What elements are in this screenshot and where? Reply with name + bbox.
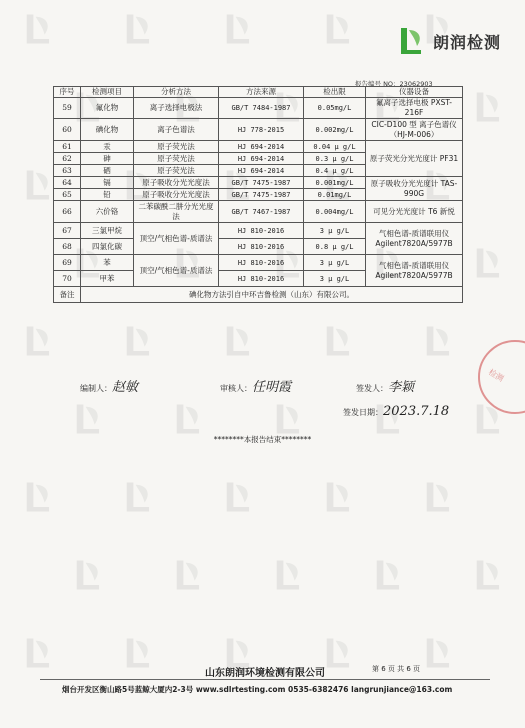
cell-equipment: 可见分光光度计 T6 新悦 bbox=[366, 201, 463, 223]
table-row bbox=[54, 141, 463, 153]
cell-no: 59 bbox=[54, 98, 81, 119]
cell-no: 67 bbox=[54, 223, 81, 239]
cell-item: 三氯甲烷 bbox=[81, 223, 134, 239]
reviewer-handwriting: 任明霞 bbox=[252, 380, 292, 395]
cell-item: 碘化物 bbox=[81, 119, 134, 141]
footer-contact: 烟台开发区衡山路5号蓝鲸大厦内2-3号 www.sdlrtesting.com 0535-6382476 langrunjiance@163.com bbox=[62, 685, 453, 694]
col-header: 检出限 bbox=[304, 87, 366, 98]
watermark-logo-icon bbox=[270, 400, 308, 438]
cell-equipment: 原子吸收分光光度计 TAS-990G bbox=[366, 177, 463, 201]
cell-method: 二苯碳酰二肼分光光度法 bbox=[134, 201, 219, 223]
cell-equipment: 氟离子选择电极 PXST-216F bbox=[366, 98, 463, 119]
cell-no: 69 bbox=[54, 255, 81, 271]
watermark-logo-icon bbox=[470, 556, 508, 594]
footer-page-number: 第 6 页 共 6 页 bbox=[372, 665, 421, 673]
report-number-label: 报告编号 NO： bbox=[355, 80, 400, 88]
cell-standard: GB/T 7484-1987 bbox=[219, 98, 304, 119]
col-header: 序号 bbox=[54, 87, 81, 98]
watermark-logo-icon bbox=[170, 400, 208, 438]
cell-no: 60 bbox=[54, 119, 81, 141]
watermark-logo-icon bbox=[220, 478, 258, 516]
watermark-logo-icon bbox=[320, 478, 358, 516]
watermark-logo-icon bbox=[470, 244, 508, 282]
cell-standard: HJ 810-2016 bbox=[219, 239, 304, 255]
watermark-logo-icon bbox=[470, 88, 508, 126]
cell-method: 顶空/气相色谱-质谱法 bbox=[134, 255, 219, 287]
watermark-logo-icon bbox=[420, 634, 458, 672]
watermark-logo-icon bbox=[370, 556, 408, 594]
cell-limit: 0.001mg/L bbox=[304, 177, 366, 189]
watermark-logo-icon bbox=[20, 478, 58, 516]
cell-limit: 0.05mg/L bbox=[304, 98, 366, 119]
cell-limit: 3 μ g/L bbox=[304, 271, 366, 287]
watermark-logo-icon bbox=[220, 10, 258, 48]
table-row bbox=[54, 119, 463, 141]
cell-item: 四氯化碳 bbox=[81, 239, 134, 255]
cell-limit: 0.04 μ g/L bbox=[304, 141, 366, 153]
cell-equipment: 气相色谱-质谱联用仪 Agilent7820A/5977B bbox=[366, 223, 463, 255]
cell-method: 原子吸收分光光度法 bbox=[134, 189, 219, 201]
table-row bbox=[54, 223, 463, 239]
col-header: 检测项目 bbox=[81, 87, 134, 98]
cell-item: 汞 bbox=[81, 141, 134, 153]
cell-method: 原子吸收分光光度法 bbox=[134, 177, 219, 189]
cell-standard: HJ 694-2014 bbox=[219, 165, 304, 177]
cell-standard: HJ 810-2016 bbox=[219, 223, 304, 239]
cell-no: 65 bbox=[54, 189, 81, 201]
cell-standard: HJ 778-2015 bbox=[219, 119, 304, 141]
compiler-handwriting: 赵敏 bbox=[112, 380, 139, 395]
watermark-logo-icon bbox=[120, 10, 158, 48]
watermark-logo-icon bbox=[420, 478, 458, 516]
cell-standard: GB/T 7475-1987 bbox=[219, 177, 304, 189]
cell-item: 硒 bbox=[81, 165, 134, 177]
cell-limit: 0.01mg/L bbox=[304, 189, 366, 201]
cell-equipment: CIC-D100 型 离子色谱仪（HJ-M-006） bbox=[366, 119, 463, 141]
reviewer-label: 审核人： bbox=[220, 384, 252, 393]
watermark-logo-icon bbox=[120, 634, 158, 672]
note-label: 备注 bbox=[54, 287, 81, 303]
issuer-label: 签发人： bbox=[356, 384, 388, 393]
cell-no: 62 bbox=[54, 153, 81, 165]
watermark-logo-icon bbox=[70, 400, 108, 438]
logo-text: 朗润检测 bbox=[433, 32, 502, 52]
watermark-logo-icon bbox=[20, 634, 58, 672]
watermark-logo-icon bbox=[120, 322, 158, 360]
issue-date-value: 2023.7.18 bbox=[383, 404, 450, 419]
cell-no: 70 bbox=[54, 271, 81, 287]
issue-date bbox=[343, 404, 449, 419]
footer-company: 山东朗润环境检测有限公司 bbox=[205, 668, 325, 679]
watermark-logo-icon bbox=[20, 10, 58, 48]
watermark-logo-icon bbox=[20, 322, 58, 360]
official-seal: 检测 bbox=[478, 340, 525, 414]
table-row bbox=[54, 177, 463, 189]
issuer-signature bbox=[356, 376, 414, 395]
watermark-logo-icon bbox=[120, 478, 158, 516]
watermark-logo-icon bbox=[70, 556, 108, 594]
cell-item: 六价铬 bbox=[81, 201, 134, 223]
col-header: 仪器设备 bbox=[366, 87, 463, 98]
report-number-value: 23062903 bbox=[399, 80, 433, 88]
cell-item: 苯 bbox=[81, 255, 134, 271]
issue-date-label: 签发日期： bbox=[343, 408, 383, 417]
cell-no: 61 bbox=[54, 141, 81, 153]
cell-method: 原子荧光法 bbox=[134, 141, 219, 153]
cell-item: 镉 bbox=[81, 177, 134, 189]
test-methods-table bbox=[53, 86, 463, 303]
cell-standard: HJ 694-2014 bbox=[219, 153, 304, 165]
watermark-logo-icon bbox=[420, 322, 458, 360]
col-header: 分析方法 bbox=[134, 87, 219, 98]
issuer-handwriting: 李颖 bbox=[388, 380, 415, 395]
cell-limit: 0.3 μ g/L bbox=[304, 153, 366, 165]
cell-limit: 0.002mg/L bbox=[304, 119, 366, 141]
cell-limit: 3 μ g/L bbox=[304, 255, 366, 271]
cell-limit: 0.004mg/L bbox=[304, 201, 366, 223]
cell-item: 铅 bbox=[81, 189, 134, 201]
cell-item: 砷 bbox=[81, 153, 134, 165]
cell-no: 64 bbox=[54, 177, 81, 189]
cell-limit: 3 μ g/L bbox=[304, 223, 366, 239]
watermark-logo-icon bbox=[320, 10, 358, 48]
cell-equipment: 原子荧光分光光度计 PF31 bbox=[366, 141, 463, 177]
compiler-label: 编制人： bbox=[80, 384, 112, 393]
compiler-signature bbox=[80, 376, 138, 395]
watermark-logo-icon bbox=[320, 634, 358, 672]
cell-method: 顶空/气相色谱-质谱法 bbox=[134, 223, 219, 255]
table-row bbox=[54, 98, 463, 119]
report-end-marker: ********本报告结束******** bbox=[213, 435, 312, 444]
cell-equipment: 气相色谱-质谱联用仪 Agilent7820A/5977B bbox=[366, 255, 463, 287]
col-header: 方法来源 bbox=[219, 87, 304, 98]
cell-method: 离子色谱法 bbox=[134, 119, 219, 141]
cell-no: 66 bbox=[54, 201, 81, 223]
cell-no: 63 bbox=[54, 165, 81, 177]
note-text: 碘化物方法引自中环吉鲁检测（山东）有限公司。 bbox=[81, 287, 463, 303]
footer-divider bbox=[40, 679, 490, 680]
cell-standard: HJ 694-2014 bbox=[219, 141, 304, 153]
watermark-logo-icon bbox=[170, 556, 208, 594]
watermark-logo-icon bbox=[270, 556, 308, 594]
cell-item: 氟化物 bbox=[81, 98, 134, 119]
watermark-logo-icon bbox=[320, 322, 358, 360]
cell-standard: HJ 810-2016 bbox=[219, 271, 304, 287]
cell-limit: 0.4 μ g/L bbox=[304, 165, 366, 177]
cell-method: 原子荧光法 bbox=[134, 165, 219, 177]
cell-method: 原子荧光法 bbox=[134, 153, 219, 165]
cell-limit: 0.8 μ g/L bbox=[304, 239, 366, 255]
logo-icon bbox=[395, 24, 429, 58]
cell-method: 离子选择电极法 bbox=[134, 98, 219, 119]
table-row bbox=[54, 255, 463, 271]
cell-standard: HJ 810-2016 bbox=[219, 255, 304, 271]
note-row bbox=[54, 287, 463, 303]
company-logo bbox=[395, 24, 501, 58]
cell-item: 甲苯 bbox=[81, 271, 134, 287]
table-row bbox=[54, 201, 463, 223]
cell-standard: GB/T 7475-1987 bbox=[219, 189, 304, 201]
cell-no: 68 bbox=[54, 239, 81, 255]
table-header-row bbox=[54, 87, 463, 98]
cell-standard: GB/T 7467-1987 bbox=[219, 201, 304, 223]
watermark-logo-icon bbox=[220, 322, 258, 360]
reviewer-signature bbox=[220, 376, 291, 395]
